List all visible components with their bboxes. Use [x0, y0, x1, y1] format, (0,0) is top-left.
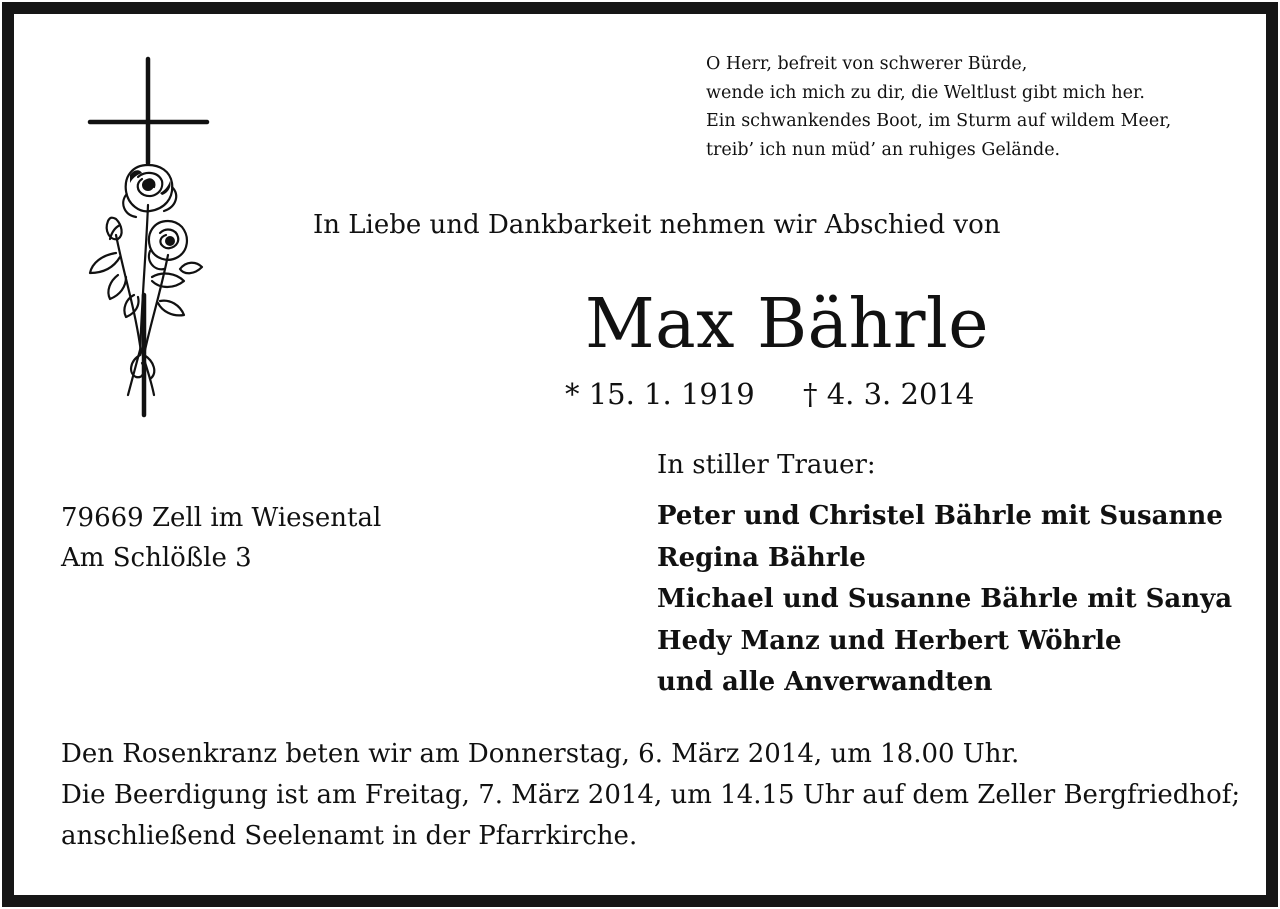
- poem: [706, 50, 1171, 164]
- mourner-line: Regina Bährle: [657, 542, 866, 573]
- mourner-line: und alle Anverwandten: [657, 667, 993, 697]
- poem-line: wende ich mich zu dir, die Weltlust gibt mich her.: [706, 82, 1145, 103]
- address-city: 79669 Zell im Wiesental: [61, 503, 382, 533]
- mourner-line: Hedy Manz und Herbert Wöhrle: [657, 625, 1122, 656]
- deceased-name: Max Bährle: [585, 285, 989, 364]
- address-street: Am Schlößle 3: [61, 543, 252, 573]
- mourners-list: [657, 496, 1232, 704]
- cross-with-roses-icon: [80, 55, 220, 420]
- farewell-intro: In Liebe und Dankbarkeit nehmen wir Abschied von: [313, 210, 1001, 240]
- notice-line: Den Rosenkranz beten wir am Donnerstag, 6. März 2014, um 18.00 Uhr.: [61, 739, 1020, 769]
- notice-line: Die Beerdigung ist am Freitag, 7. März 2014, um 14.15 Uhr auf dem Zeller Bergfriedhof;: [61, 780, 1241, 810]
- poem-line: Ein schwankendes Boot, im Sturm auf wildem Meer,: [706, 111, 1172, 131]
- notice-line: anschließend Seelenamt in der Pfarrkirche.: [61, 821, 638, 851]
- mourner-line: Michael und Susanne Bährle mit Sanya: [657, 584, 1233, 614]
- birth-date: * 15. 1. 1919: [565, 377, 755, 411]
- mourning-label: In stiller Trauer:: [657, 450, 876, 480]
- death-date: † 4. 3. 2014: [803, 377, 975, 411]
- poem-line: treib’ ich nun müd’ an ruhiges Gelände.: [706, 139, 1061, 160]
- mourner-line: Peter und Christel Bährle mit Susanne: [657, 501, 1223, 531]
- address: [61, 498, 381, 578]
- poem-line: O Herr, befreit von schwerer Bürde,: [706, 54, 1028, 74]
- service-notice: [61, 734, 1240, 857]
